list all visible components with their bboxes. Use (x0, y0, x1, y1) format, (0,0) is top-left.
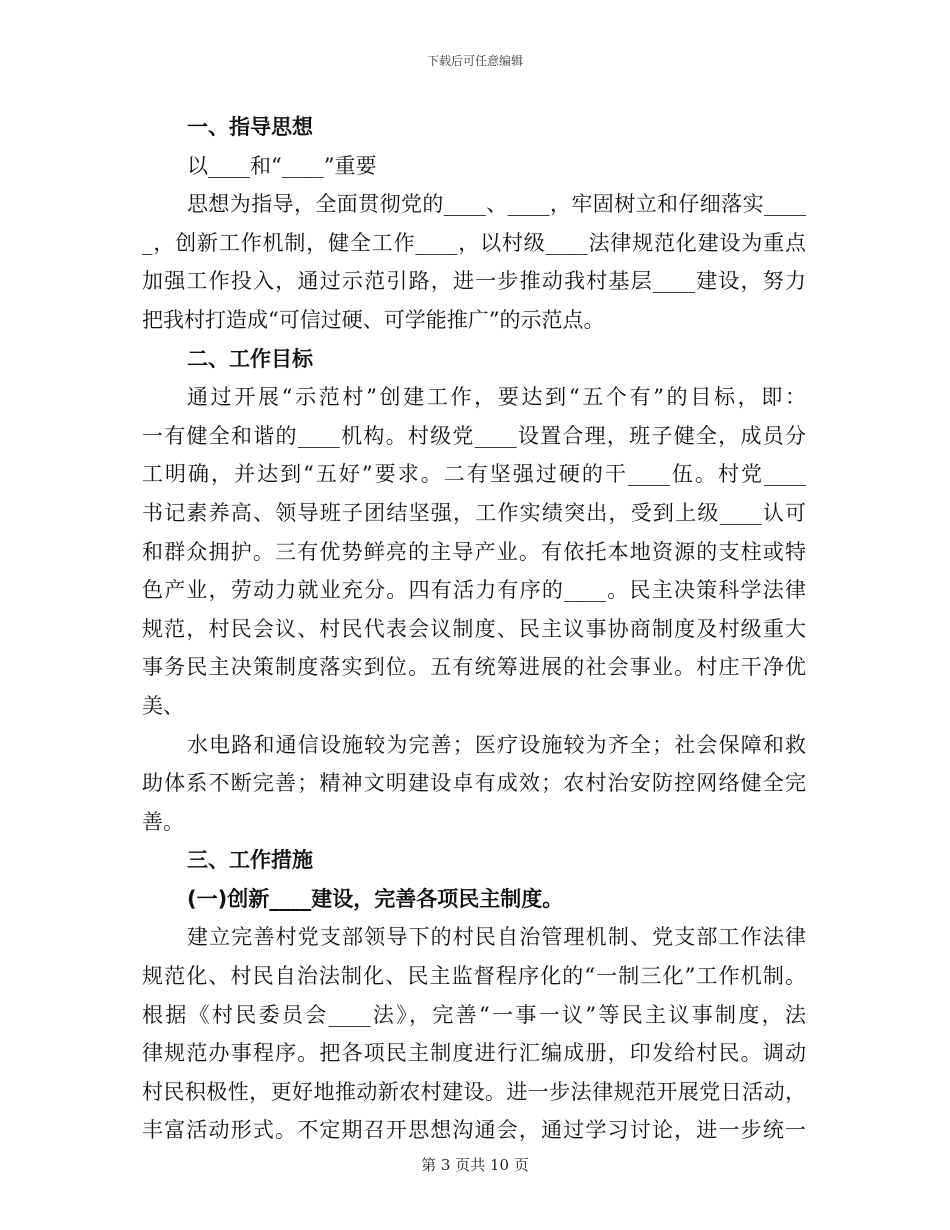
paragraph-line: 通过开展“示范村”创建工作，要达到“五个有”的目标，即： (187, 385, 806, 410)
section-heading: 三、工作措施 (187, 848, 313, 873)
paragraph-line: 把我村打造成“可信过硬、可学能推广”的示范点。 (142, 307, 605, 332)
paragraph-line: 思想为指导，全面贯彻党的____、____，牢固树立和仔细落实____ (187, 192, 806, 217)
section-heading: (一)创新____建设，完善各项民主制度。 (187, 886, 564, 911)
paragraph-line: _，创新工作机制，健全工作____，以村级____法律规范化建设为重点 (142, 230, 806, 255)
paragraph-line: 和群众拥护。三有优势鲜亮的主导产业。有依托本地资源的支柱或特 (142, 539, 806, 564)
section-heading: 一、指导思想 (187, 115, 313, 139)
document-body (142, 108, 806, 1150)
paragraph-line: 事务民主决策制度落实到位。五有统筹进展的社会事业。村庄干净优 (142, 655, 806, 680)
paragraph-line: 规范，村民会议、村民代表会议制度、民主议事协商制度及村级重大 (142, 616, 806, 641)
paragraph-line: 美、 (142, 693, 184, 718)
paragraph-line: 律规范办事程序。把各项民主制度进行汇编成册，印发给村民。调动 (142, 1041, 806, 1066)
paragraph-line: 书记素养高、领导班子团结坚强，工作实绩突出，受到上级____认可 (142, 500, 806, 525)
section-heading: 二、工作目标 (187, 346, 313, 371)
paragraph-line: 建立完善村党支部领导下的村民自治管理机制、党支部工作法律 (187, 925, 806, 950)
paragraph-line: 水电路和通信设施较为完善；医疗设施较为齐全；社会保障和救 (187, 732, 806, 757)
paragraph-line: 一有健全和谐的____机构。村级党____设置合理，班子健全，成员分 (142, 423, 806, 448)
paragraph-line: 规范化、村民自治法制化、民主监督程序化的“一制三化”工作机制。 (142, 964, 806, 989)
paragraph-line: 村民积极性，更好地推动新农村建设。进一步法律规范开展党日活动， (142, 1079, 806, 1104)
paragraph-line: 以____和“____”重要 (187, 153, 377, 178)
page-header: 下载后可任意编辑 (426, 54, 523, 68)
paragraph-line: 色产业，劳动力就业充分。四有活力有序的____。民主决策科学法律 (142, 578, 806, 603)
paragraph-line: 根据《村民委员会____法》，完善“一事一议”等民主议事制度，法 (142, 1002, 806, 1027)
paragraph-line: 善。 (142, 809, 184, 834)
paragraph-line: 助体系不断完善；精神文明建设卓有成效；农村治安防控网络健全完 (142, 771, 806, 796)
paragraph-line: 丰富活动形式。不定期召开思想沟通会，通过学习讨论，进一步统一 (142, 1118, 806, 1143)
paragraph-line: 工明确，并达到“五好”要求。二有坚强过硬的干____伍。村党____ (142, 462, 806, 487)
paragraph-line: 加强工作投入，通过示范引路，进一步推动我村基层____建设，努力 (142, 269, 806, 294)
page-footer: 第 3 页共 10 页 (421, 1156, 529, 1174)
